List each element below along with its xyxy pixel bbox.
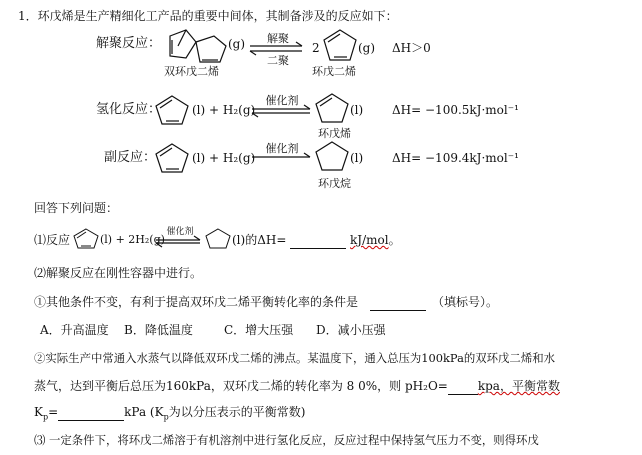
cyclopentadiene-name: 环戊二烯	[312, 65, 356, 78]
side-enthalpy: ΔH= −109.4kJ·mol⁻¹	[392, 151, 519, 165]
p2-2-line3: $K_p=$ kPa ($K_p$为以分压表示的平衡常数)	[34, 405, 306, 422]
cyclopentane-structure	[316, 142, 348, 170]
depoly-reverse-label: 二聚	[267, 54, 289, 67]
p2-1-tail: （填标号）。	[432, 295, 499, 309]
cyclopentene-structure	[316, 94, 348, 122]
option-d: D．减小压强	[316, 323, 386, 337]
side-product-state: (l)	[350, 151, 364, 165]
p2-1-answer-line[interactable]	[370, 294, 426, 311]
p1-prefix: ⑴反应	[34, 233, 71, 247]
question-intro: 1．环戊烯是生产精细化工产品的重要中间体，其制备涉及的反应如下：	[18, 9, 398, 23]
p1-reactant-structure	[74, 229, 98, 248]
p1-answer-line[interactable]	[290, 232, 346, 249]
hydro-enthalpy: ΔH= −100.5kJ·mol⁻¹	[392, 103, 519, 117]
option-a: A．升高温度	[40, 323, 109, 337]
cyclopentane-name: 环戊烷	[318, 177, 351, 190]
p3-text: ⑶ 一定条件下，将环戊二烯溶于有机溶剂中进行氢化反应，反应过程中保持氢气压力不变，则得环戊	[34, 433, 539, 447]
p1-lhs: (l) + 2H₂(g)	[100, 233, 165, 246]
dicyclopentadiene-name: 双环戊二烯	[164, 65, 219, 78]
p1-product-structure	[206, 229, 230, 248]
depoly-enthalpy: ΔH＞0	[392, 41, 431, 55]
answer-prompt: 回答下列问题：	[34, 201, 119, 215]
cyclopentene-name: 环戊烯	[318, 127, 351, 140]
hydro-product-state: (l)	[350, 103, 364, 117]
hydro-label: 氢化反应：	[96, 102, 162, 117]
p2-2-line2: 蒸气，达到平衡后总压为160kPa，双环戊二烯的转化率为 8 0%，则 pH₂O= kpa，平衡常数	[34, 379, 560, 393]
side-label: 副反应：	[104, 150, 157, 165]
ph2o-answer-line[interactable]	[448, 378, 478, 395]
option-c: C．增大压强	[224, 323, 294, 337]
side-catalyst: 催化剂	[265, 142, 299, 155]
kp-answer-line[interactable]	[58, 404, 124, 421]
depoly-reactant-state: (g)	[228, 37, 246, 51]
p2-1-text: ①其他条件不变，有利于提高双环戊二烯平衡转化率的条件是	[34, 295, 359, 309]
p1-rhs: (l)的ΔH=	[232, 233, 287, 247]
p1-unit: kJ/mol。	[350, 233, 401, 247]
depoly-coefficient: 2	[312, 41, 320, 55]
side-reactant-structure	[156, 144, 188, 172]
dicyclopentadiene-structure	[170, 30, 226, 62]
depoly-label: 解聚反应：	[96, 36, 162, 51]
p2-2-line1: ②实际生产中常通入水蒸气以降低双环戊二烯的沸点。某温度下，通入总压为100kPa的双环戊二烯和水	[34, 351, 555, 365]
p2-heading: ⑵解聚反应在刚性容器中进行。	[34, 266, 203, 280]
side-lhs: (l) + H₂(g)	[192, 151, 256, 165]
cyclopentadiene-structure	[324, 30, 356, 60]
p1-catalyst: 催化剂	[166, 227, 194, 237]
depoly-product-state: (g)	[358, 41, 376, 55]
option-b: B．降低温度	[124, 323, 193, 337]
depoly-forward-label: 解聚	[267, 32, 289, 45]
hydro-catalyst: 催化剂	[265, 94, 299, 107]
hydro-lhs: (l) + H₂(g)	[192, 103, 256, 117]
